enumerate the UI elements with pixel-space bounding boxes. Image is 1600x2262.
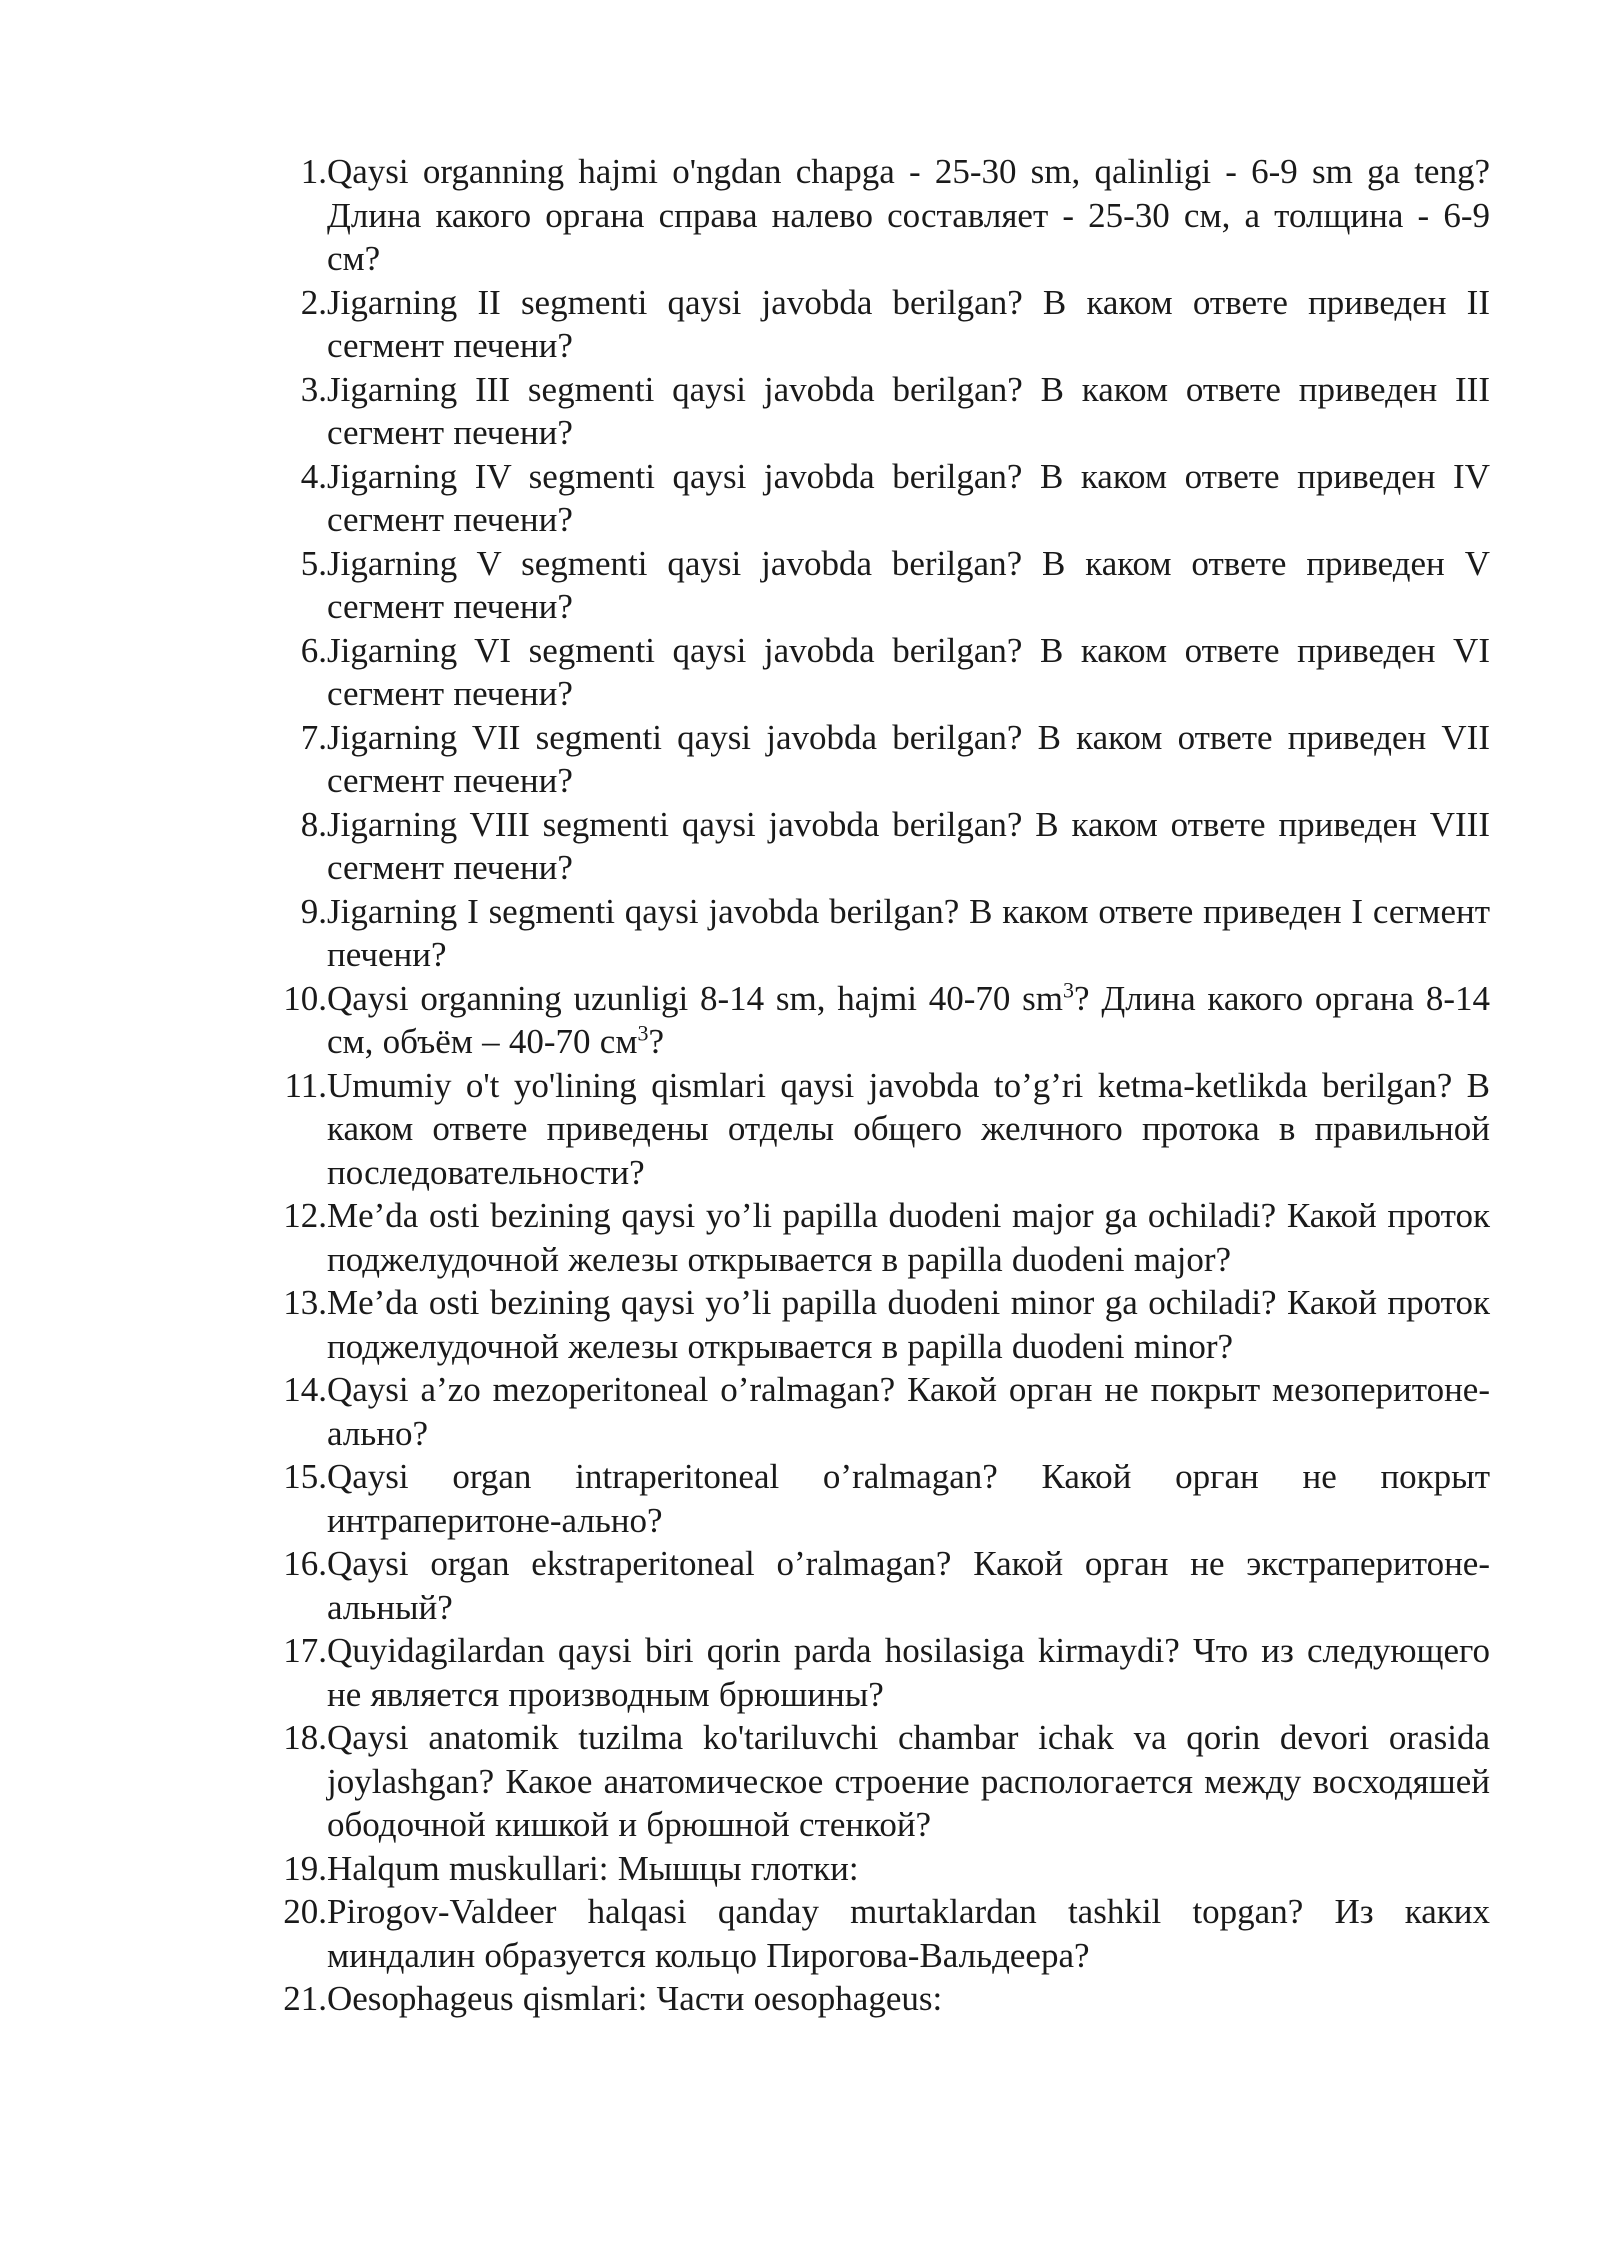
question-text: Me’da osti bezining qaysi yo’li papilla duodeni major ga ochiladi? Какой проток поджелудочной железы открывается в papilla duodeni major? bbox=[327, 1196, 1490, 1279]
question-number: 13. bbox=[283, 1283, 327, 1322]
question-number: 3. bbox=[300, 369, 327, 409]
question-text-part: ? bbox=[648, 1022, 665, 1061]
question-item bbox=[272, 803, 1490, 890]
question-number: 14. bbox=[283, 1370, 327, 1409]
question-text: Jigarning V segmenti qaysi javobda berilgan? В каком ответе приведен V сегмент печени? bbox=[327, 543, 1490, 626]
question-text bbox=[327, 977, 1490, 1064]
question-number: 15. bbox=[283, 1457, 327, 1496]
question-item bbox=[272, 629, 1490, 716]
question-item bbox=[272, 977, 1490, 1064]
question-item bbox=[272, 281, 1490, 368]
question-text: Umumiy o't yo'lining qismlari qaysi javobda to’g’ri ketma-ketlikda berilgan? В каком ответе приведены отделы общего желчного протока в правильной последовательности? bbox=[327, 1065, 1490, 1192]
question-number: 9. bbox=[300, 891, 327, 931]
question-text: Pirogov-Valdeer halqasi qanday murtaklardan tashkil topgan? Из каких миндалин образуется кольцо Пирогова-Вальдеера? bbox=[327, 1892, 1490, 1975]
question-text: Halqum muskullari: Мышцы глотки: bbox=[327, 1848, 859, 1888]
question-item bbox=[272, 1455, 1490, 1542]
question-item bbox=[272, 890, 1490, 977]
question-item bbox=[272, 1977, 1490, 2021]
question-item bbox=[272, 1629, 1490, 1716]
question-text-part: Qaysi organning uzunligi 8-14 sm, hajmi 40-70 sm bbox=[327, 978, 1064, 1018]
superscript-cube: 3 bbox=[1063, 976, 1075, 1002]
question-item bbox=[272, 1847, 1490, 1891]
question-number: 17. bbox=[283, 1631, 327, 1670]
question-item bbox=[272, 1542, 1490, 1629]
question-text: Qaysi organ ekstraperitoneal o’ralmagan? Какой орган не экстраперитоне-альный? bbox=[327, 1544, 1490, 1627]
question-number: 8. bbox=[300, 804, 327, 844]
question-item bbox=[272, 455, 1490, 542]
question-item bbox=[272, 1716, 1490, 1847]
question-number: 4. bbox=[300, 456, 327, 496]
question-number: 5. bbox=[300, 543, 327, 583]
question-item bbox=[272, 1194, 1490, 1281]
question-text: Me’da osti bezining qaysi yo’li papilla duodeni minor ga ochiladi? Какой проток поджелудочной железы открывается в papilla duodeni minor? bbox=[327, 1283, 1490, 1366]
question-number: 18. bbox=[283, 1718, 327, 1757]
question-item bbox=[272, 1281, 1490, 1368]
question-item bbox=[272, 716, 1490, 803]
question-number: 21. bbox=[283, 1979, 327, 2018]
question-text: Jigarning VIII segmenti qaysi javobda berilgan? В каком ответе приведен VIII сегмент печени? bbox=[327, 804, 1490, 887]
question-number: 10. bbox=[283, 978, 327, 1018]
question-number: 20. bbox=[283, 1892, 327, 1931]
question-number: 1. bbox=[300, 152, 327, 191]
question-number: 19. bbox=[283, 1848, 327, 1888]
question-text: Jigarning IV segmenti qaysi javobda berilgan? В каком ответе приведен IV сегмент печени? bbox=[327, 456, 1490, 539]
question-item bbox=[272, 542, 1490, 629]
question-text: Qaysi organning hajmi o'ngdan chapga - 25-30 sm, qalinligi - 6-9 sm ga teng? Длина какого органа справа налево составляет - 25-30 см, а толщина - 6-9 см? bbox=[327, 152, 1490, 278]
question-text: Qaysi anatomik tuzilma ko'tariluvchi chambar ichak va qorin devori orasida joylashgan? Какое анатомическое строение распологается между восходяшей ободочной кишкой и брюшной стенкой? bbox=[327, 1718, 1490, 1844]
question-number: 16. bbox=[283, 1544, 327, 1583]
question-number: 7. bbox=[300, 717, 327, 757]
question-text: Jigarning VI segmenti qaysi javobda berilgan? В каком ответе приведен VI сегмент печени? bbox=[327, 630, 1490, 713]
question-number: 6. bbox=[300, 630, 327, 670]
question-text: Quyidagilardan qaysi biri qorin parda hosilasiga kirmaydi? Что из следующего не является производным брюшины? bbox=[327, 1631, 1490, 1714]
question-text-part: ? Длина какого органа 8-14 см, объём – 40-70 см bbox=[327, 978, 1491, 1061]
question-item bbox=[272, 150, 1490, 281]
question-text: Qaysi a’zo mezoperitoneal o’ralmagan? Какой орган не покрыт мезоперитоне-ально? bbox=[327, 1370, 1490, 1453]
question-item bbox=[272, 1368, 1490, 1455]
question-item bbox=[272, 368, 1490, 455]
question-text: Oesophageus qismlari: Части oesophageus: bbox=[327, 1979, 943, 2018]
question-list bbox=[272, 150, 1490, 2021]
question-text: Jigarning I segmenti qaysi javobda berilgan? В каком ответе приведен I сегмент печени? bbox=[327, 891, 1490, 974]
question-text: Jigarning VII segmenti qaysi javobda berilgan? В каком ответе приведен VII сегмент печени? bbox=[327, 717, 1490, 800]
question-number: 2. bbox=[300, 282, 327, 322]
question-number: 11. bbox=[284, 1065, 327, 1105]
question-number: 12. bbox=[283, 1196, 327, 1235]
question-text: Jigarning II segmenti qaysi javobda berilgan? В каком ответе приведен II сегмент печени? bbox=[327, 282, 1490, 365]
question-text: Jigarning III segmenti qaysi javobda berilgan? В каком ответе приведен III сегмент печени? bbox=[327, 369, 1490, 452]
superscript-cube: 3 bbox=[637, 1020, 649, 1046]
question-item bbox=[272, 1064, 1490, 1195]
question-item bbox=[272, 1890, 1490, 1977]
question-text: Qaysi organ intraperitoneal o’ralmagan? Какой орган не покрыт интраперитоне-ально? bbox=[327, 1457, 1490, 1540]
